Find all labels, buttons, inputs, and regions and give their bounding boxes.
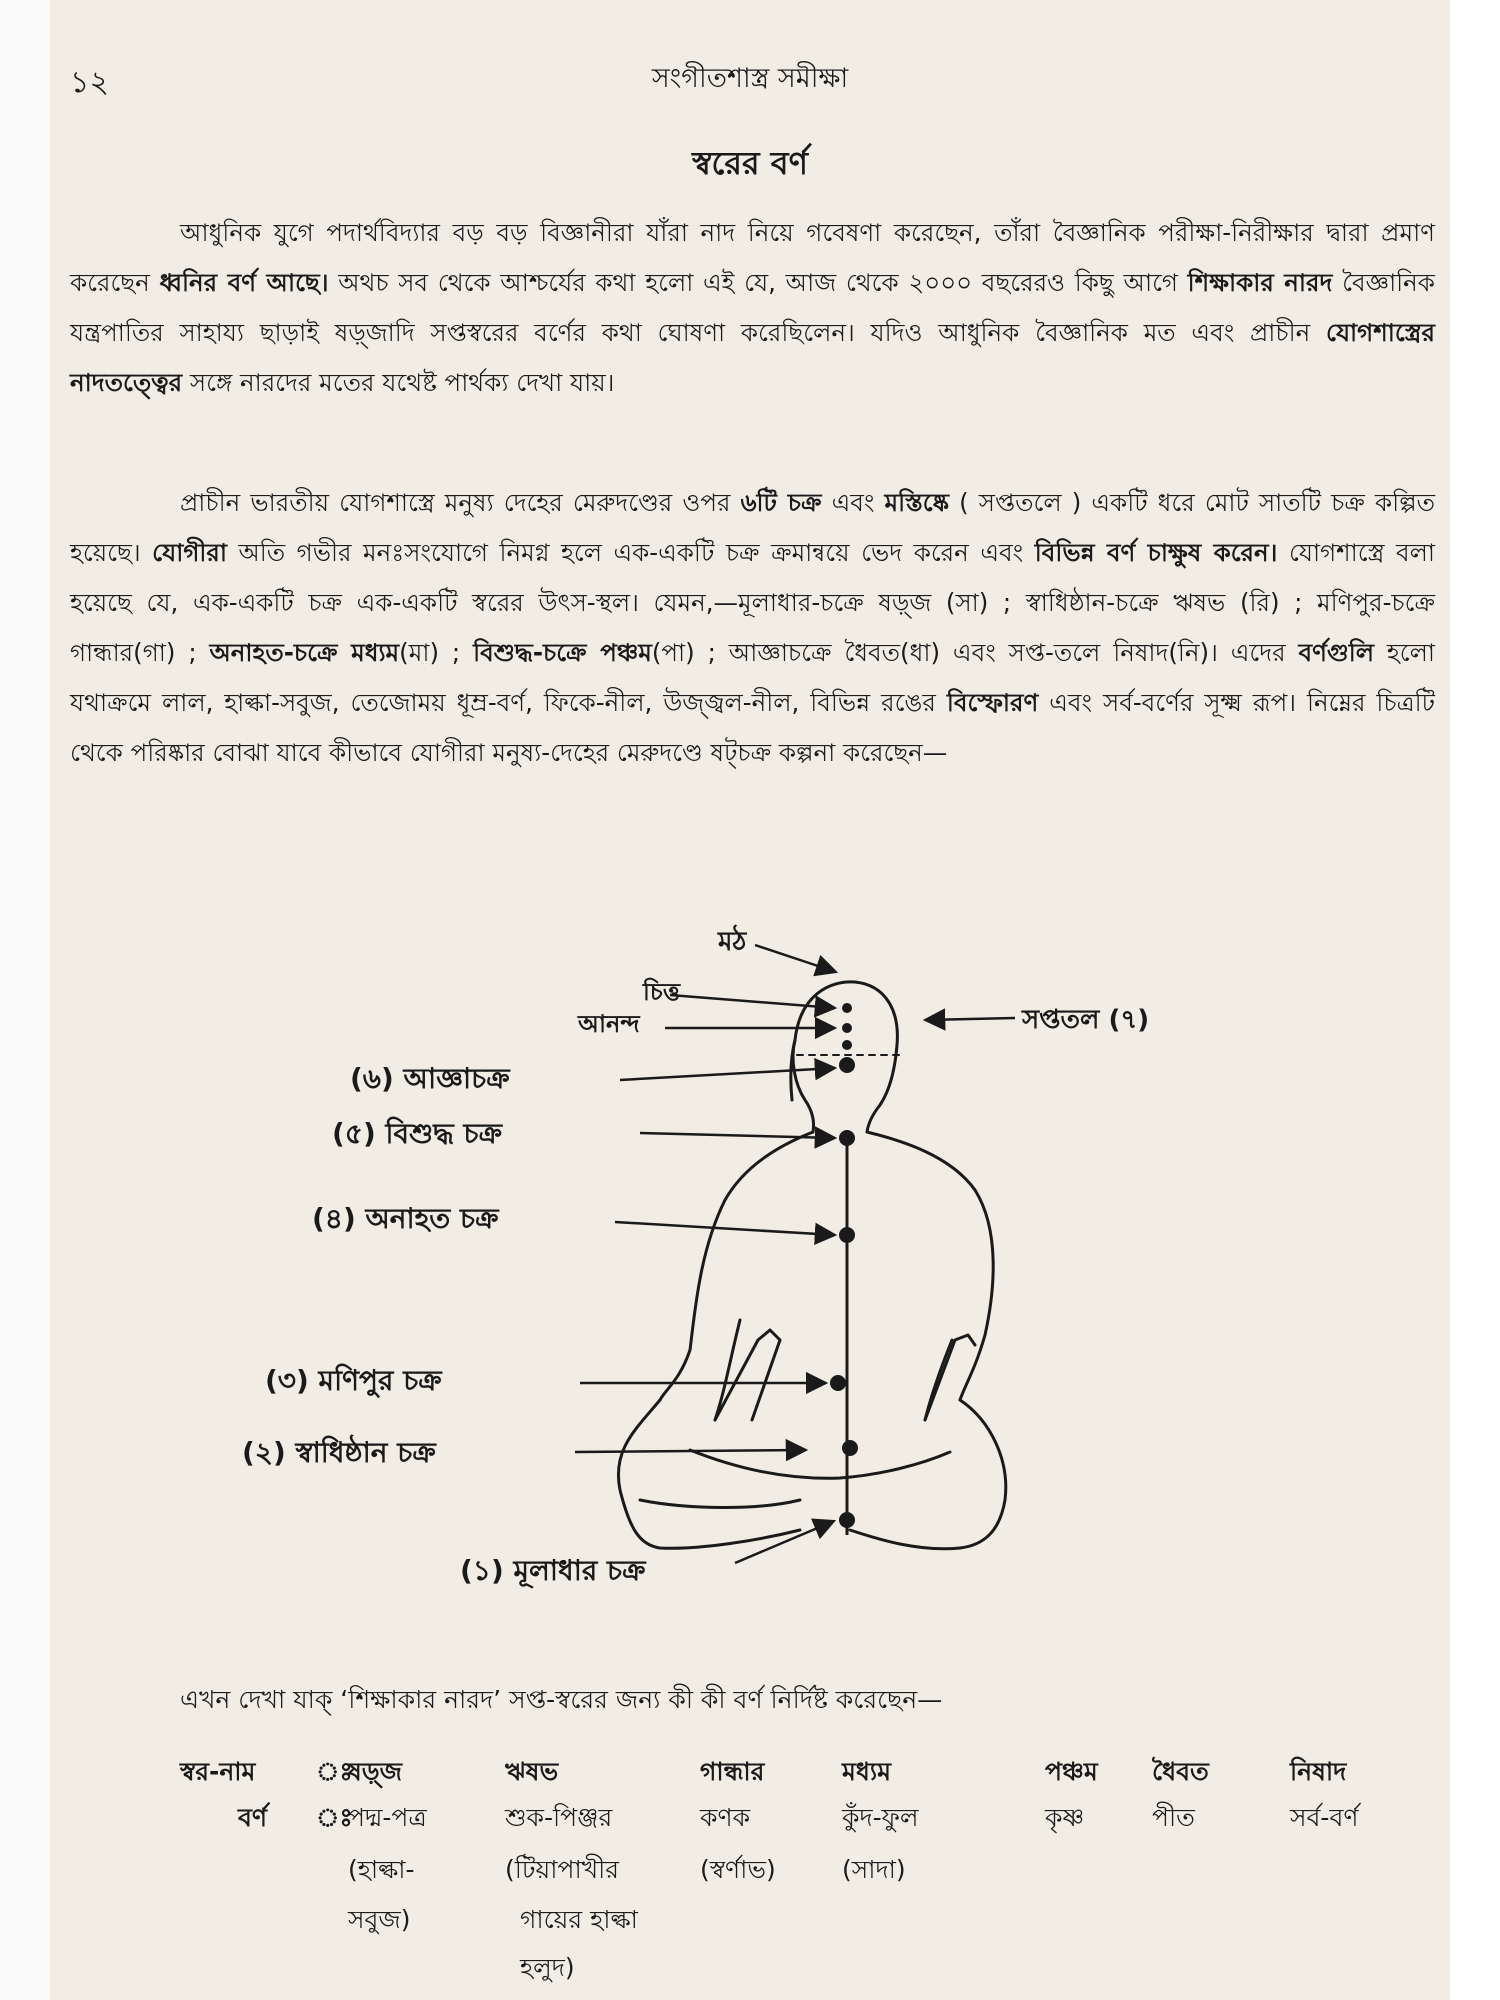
label-chakra-6: (৬) আজ্ঞাচক্র [350,1062,510,1095]
p1-text-3: বৈজ্ঞানিক যন্ত্রপাতির সাহায্য ছাড়াই ষড়্জাদি সপ্তস্বরের বর্ণের কথা ঘোষণা করেছিলেন। যদিও আধুনিক বৈজ্ঞানিক মত এবং প্রাচীন [70,268,1435,347]
colon-1: ঃ [316,1757,353,1786]
label-saptatal: সপ্ততল (৭) [1022,1005,1150,1035]
p2-bold-2: মস্তিষ্কে [884,488,949,517]
label-chakra-3: (৩) মণিপুর চক্র [265,1364,442,1397]
p2-text-7: (পা) ; আজ্ঞাচক্রে ধৈবত(ধা) এবং সপ্ত-তলে নিষাদ(নি)। এদের [651,638,1299,667]
p2-bold-6: বিশুদ্ধ-চক্রে পঞ্চম [473,638,652,667]
p1-bold-3: যোগশাস্ত্রের নাদতত্ত্বের [70,318,1435,397]
page-number: ১২ [70,65,109,100]
p2-text-9: এবং সর্ব-বর্ণের সূক্ষ্ম রূপ। নিম্নের চিত্রটি থেকে পরিষ্কার বোঝা যাবে কীভাবে যোগীরা মনুষ্য-দেহের মেরুদণ্ডে ষট্‌চক্র কল্পনা করেছেন— [70,688,1435,767]
p1-text-2: অথচ সব থেকে আশ্চর্যের কথা হলো এই যে, আজ থেকে ২০০০ বছরেরও কিছু আগে [328,268,1188,297]
color-1: পদ্ম-পত্র [348,1803,427,1832]
swara-4: মধ্যম [842,1757,892,1786]
colon-2: ঃ [316,1803,353,1832]
label-chakra-5: (৫) বিশুদ্ধ চক্র [332,1117,503,1150]
figure-left-forearm [715,1330,780,1420]
color-2: শুক-পিঞ্জর [505,1803,613,1832]
figure-left-arm [715,1320,740,1420]
figure-crossed-legs [690,1450,950,1478]
arrow-saptatal [925,1018,1015,1020]
swara-6: ধৈবত [1152,1757,1209,1786]
row-label-color: বর্ণ [238,1803,268,1832]
p1-bold-1: ধ্বনির বর্ণ আছে। [159,268,329,297]
p2-text-3: ( সপ্ততলে ) একটি ধরে মোট সাতটি চক্র কল্পিত হয়েছে। [70,488,1435,567]
note-1b: সবুজ) [348,1905,411,1934]
p2-bold-5: অনাহত-চক্রে মধ্যম [209,638,400,667]
color-6: পীত [1152,1803,1195,1832]
color-7: সর্ব-বর্ণ [1290,1803,1359,1832]
note-2c: হলুদ) [520,1953,575,1982]
label-anand: আনন্দ [578,1010,640,1038]
p1-text-1: আধুনিক যুগে পদার্থবিদ্যার বড় বড় বিজ্ঞানীরা যাঁরা নাদ নিয়ে গবেষণা করেছেন, তাঁরা বৈজ্ঞানিক পরীক্ষা-নিরীক্ষার দ্বারা প্রমাণ করেছেন [70,218,1435,297]
note-3: (স্বর্ণাভ) [700,1855,776,1884]
chakra-dot-3 [830,1375,846,1391]
note-2a: (টিয়াপাখীর [505,1855,620,1884]
p2-bold-3: যোগীরা [152,538,227,567]
label-chit: চিত্ত [643,978,680,1006]
swara-1: ষড়্জ [348,1757,402,1786]
chakra-dot-5 [839,1130,855,1146]
row-label-swara: স্বর-নাম [180,1757,256,1786]
color-4: কুঁদ-ফুল [842,1803,919,1832]
p2-bold-7: বর্ণগুলি [1298,638,1374,667]
chakra-dot-saptatal [842,1040,852,1050]
color-3: কণক [700,1803,751,1832]
arrow-6 [620,1068,835,1080]
label-top: মঠ [718,927,747,957]
swara-5: পঞ্চম [1045,1757,1098,1786]
color-5: কৃষ্ণ [1045,1803,1085,1832]
label-chakra-2: (২) স্বাধিষ্ঠান চক্র [242,1436,436,1469]
figure-back-of-head [793,1040,814,1132]
swara-3: গান্ধার [700,1757,765,1786]
section-title: স্বরের বর্ণ [692,144,808,182]
chakra-dot-chit [842,1003,852,1013]
chakra-dot-2 [842,1440,858,1456]
label-chakra-4: (৪) অনাহত চক্র [312,1202,499,1235]
chakra-dot-4 [839,1227,855,1243]
swara-2: ঋষভ [505,1757,559,1786]
arrow-1 [735,1521,834,1563]
label-chakra-1: (১) মূলাধার চক্র [460,1554,646,1587]
note-1a: (হাল্কা- [348,1855,415,1884]
figure-lower-crossed-legs [640,1500,800,1508]
running-head: সংগীতশাস্ত্র সমীক্ষা [651,63,849,94]
p2-text-6: (মা) ; [399,638,474,667]
note-2b: গায়ের হাল্কা [520,1905,638,1934]
p2-text-2: এবং [821,488,885,517]
p2-text-4: অতি গভীর মনঃসংযোগে নিমগ্ন হলে এক-একটি চক্র ক্রমান্বয়ে ভেদ করেন এবং [226,538,1035,567]
note-4: (সাদা) [842,1855,906,1884]
arrow-2 [575,1450,806,1452]
p2-bold-4: বিভিন্ন বর্ণ চাক্ষুষ করেন। [1034,538,1278,567]
p2-text-1: প্রাচীন ভারতীয় যোগশাস্ত্রে মনুষ্য দেহের মেরুদণ্ডের ওপর [180,488,741,517]
arrow-4 [615,1222,835,1235]
chakra-dot-6 [839,1057,855,1073]
p1-text-4: সঙ্গে নারদের মতের যথেষ্ট পার্থক্য দেখা যায়। [182,368,615,397]
chakra-dot-anand [842,1023,852,1033]
figure-left-torso [660,1132,813,1400]
p2-text-8: হলো যথাক্রমে লাল, হাল্কা-সবুজ, তেজোময় ধূম্র-বর্ণ, ফিকে-নীল, উজ্জ্বল-নীল, বিভিন্ন রঙের [70,638,1435,717]
table-intro: এখন দেখা যাক্ ‘শিক্ষাকার নারদ’ সপ্ত-স্বরের জন্য কী কী বর্ণ নির্দিষ্ট করেছেন— [180,1685,943,1714]
swara-7: নিষাদ [1290,1757,1347,1786]
figure-label-group [242,924,1149,1589]
chakra-dots [830,1003,858,1528]
arrow-top [755,945,836,972]
seated-figure-drawing [618,982,1005,1549]
chakra-dot-1 [839,1512,855,1528]
p2-text-5: যোগশাস্ত্রে বলা হয়েছে যে, এক-একটি চক্র এক-একটি স্বরের উৎস-স্থল। যেমন,—মূলাধার-চক্রে ষড়্জ (সা) ; স্বাধিষ্ঠান-চক্রে ঋষভ (রি) ; মণিপুর-চক্রে গান্ধার(গা) ; [70,538,1436,667]
p2-bold-8: বিস্ফোরণ [946,688,1039,717]
figure-right-torso [867,1132,993,1400]
p2-bold-1: ৬টি চক্র [740,488,822,517]
p1-bold-2: শিক্ষাকার নারদ [1187,268,1333,297]
